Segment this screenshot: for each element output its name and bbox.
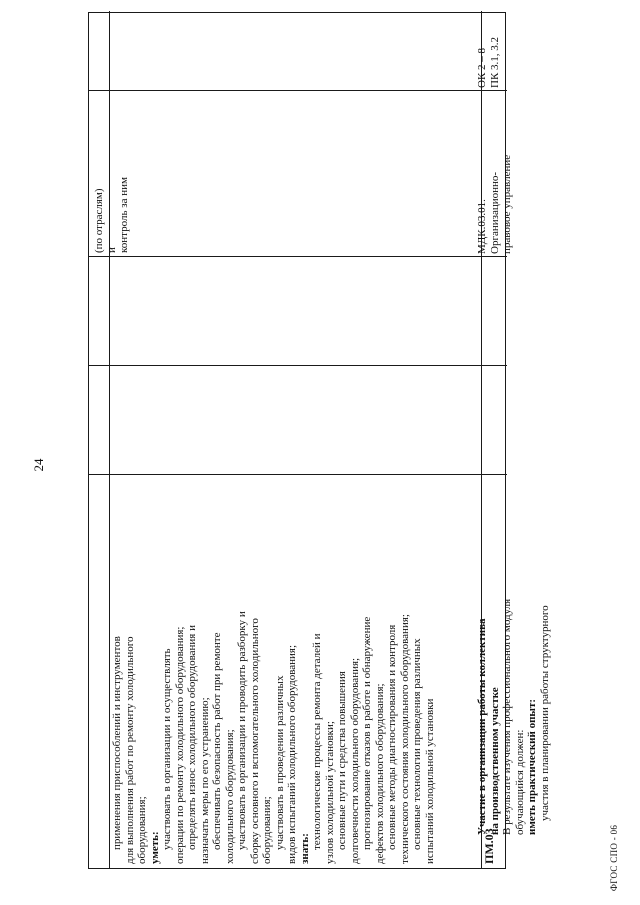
content-line: основные технологии проведения различных (411, 638, 423, 850)
row-bottom-code: ПМ.03 (482, 828, 496, 864)
content-line: технического состояния холодильного оборудования; (398, 614, 411, 864)
row-bottom-discipline (476, 92, 536, 258)
content-line: участвовать в организации и осуществлять (161, 648, 173, 850)
curriculum-table (88, 12, 506, 869)
content-line: для выполнения работ по ремонту холодильного (123, 636, 136, 864)
content-line: холодильного оборудования; (223, 729, 236, 864)
content-line: оборудования; (261, 796, 273, 864)
row-top-code (89, 475, 109, 868)
row-top-content (109, 475, 481, 868)
row-top-hours-max-cell (109, 366, 481, 475)
discipline-line: и (105, 247, 118, 253)
content-line: определять износ холодильного оборудования и (186, 625, 198, 850)
discipline-line: Организационно- (488, 171, 501, 254)
competence-line: ОК 2 – 8 (476, 47, 488, 88)
row-top-hours-max (89, 366, 109, 475)
content-line: основные методы диагностирования и контроля (386, 624, 398, 850)
discipline-line: МДК.03.01. (476, 199, 488, 254)
content-line: участия в планировании работы структурного (538, 605, 551, 821)
content-heading-umet: уметь: (148, 831, 161, 864)
content-line: на производственном участке (488, 687, 501, 835)
discipline-line: контроль за ним (118, 177, 130, 253)
content-line: испытаний холодильной установки (423, 698, 436, 864)
content-heading-znat: знать: (298, 833, 311, 864)
content-line: операции по ремонту холодильного оборудования; (173, 626, 186, 864)
content-line: оборудования; (136, 796, 148, 864)
content-line: долговечности холодильного оборудования; (348, 657, 361, 864)
content-line: сборку основного и вспомогательного холодильного (248, 618, 261, 864)
content-line: узлов холодильной установки; (323, 721, 336, 864)
row-top-hours-class-cell (109, 257, 481, 366)
content-line: применения приспособлений и инструментов (111, 636, 123, 850)
row-bottom-competences (476, 12, 516, 92)
content-line: участвовать в организации и проводить разборку и (236, 611, 248, 850)
content-line: видов испытаний холодильного оборудования; (286, 644, 298, 864)
row-top-discipline (89, 91, 481, 257)
content-heading-opyt: иметь практический опыт: (526, 698, 538, 835)
content-line: Участие в организации работы коллектива (476, 618, 488, 835)
discipline-line: (по отраслям) (93, 188, 105, 253)
row-top-competences (89, 11, 109, 91)
rotated-page-content (88, 12, 506, 869)
content-line: прогнозирование отказов в работе и обнаружение (361, 616, 373, 850)
content-line: обучающийся должен: (513, 729, 526, 835)
footer-code: ФГОС СПО - 06 (609, 824, 619, 892)
content-line: технологические процессы ремонта деталей и (311, 633, 323, 850)
row-top-competences-cell (109, 11, 481, 91)
row-top-hours-class (89, 257, 109, 366)
rotated-bottom-row (476, 12, 560, 869)
content-line: В результате изучения профессионального модуля (501, 598, 513, 835)
competence-line: ПК 3.1, 3.2 (488, 36, 501, 88)
discipline-line: правовое управление (501, 154, 513, 254)
content-line: обеспечивать безопасность работ при ремонте (211, 632, 223, 850)
content-line: основные пути и средства повышения (336, 671, 348, 850)
page-number: 24 (31, 458, 46, 472)
row-bottom-content (476, 476, 554, 839)
content-line: дефектов холодильного оборудования; (373, 683, 386, 864)
content-line: участвовать в проведении различных (273, 675, 286, 850)
content-line: назначать меры по его устранению; (198, 697, 211, 864)
